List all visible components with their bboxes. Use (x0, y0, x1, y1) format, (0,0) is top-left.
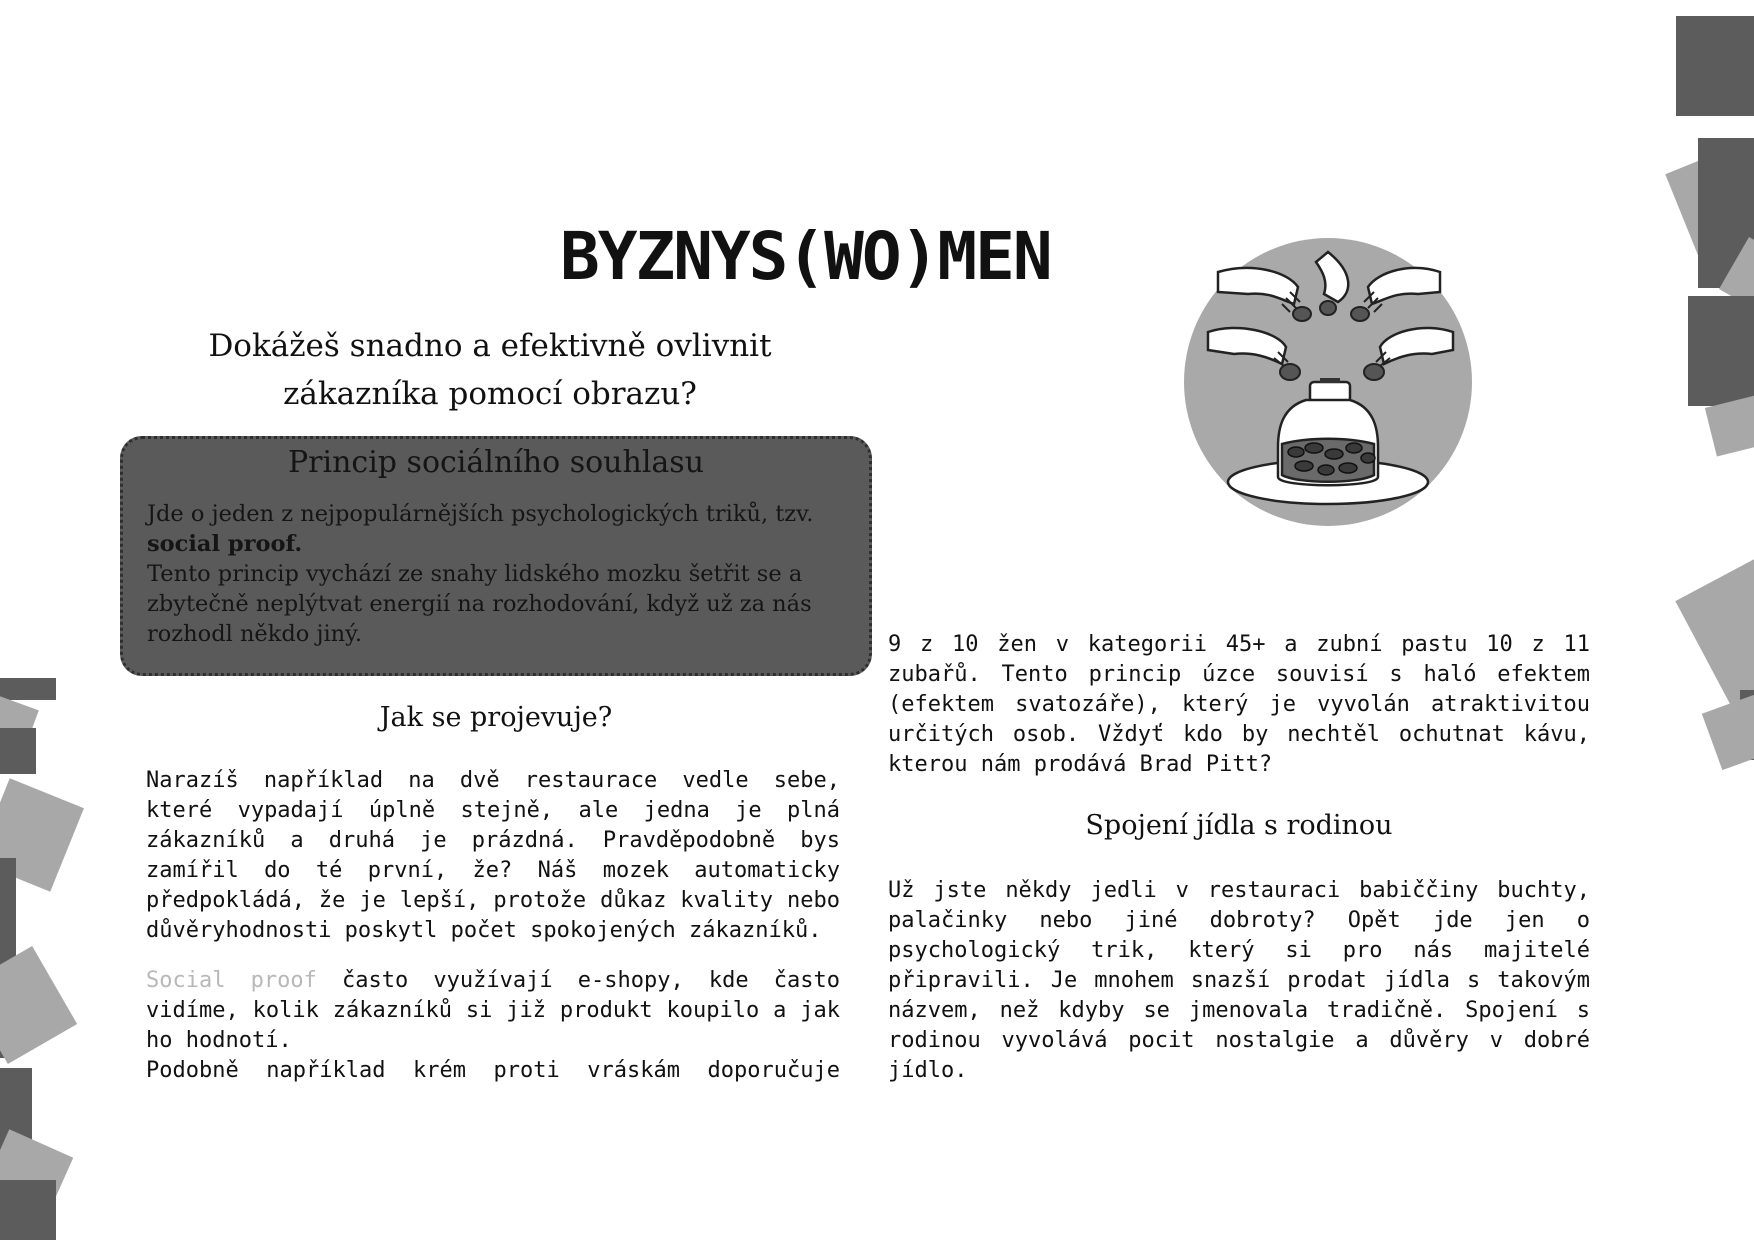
info-box-text-start: Jde o jeden z nejpopulárnějších psychologických triků, tzv. (147, 501, 814, 527)
info-box (120, 436, 872, 676)
paragraph: Už jste někdy jedli v restauraci babiččiny buchty, palačinky nebo jiné dobroty? Opět jde jen o psychologický trik, který si pro nás majitelé připravili. Je mnohem snazší prodat jídla s takovým názvem, než kdyby se jmenovala tradičně. Spojení s rodinou vyvolává pocit nostalgie a důvěry v dobré jídlo. (888, 878, 1590, 1083)
decor-square (0, 678, 56, 700)
subtitle (120, 322, 860, 418)
highlight-term: Social proof (146, 968, 317, 993)
decor-square (0, 1180, 56, 1240)
decor-square (0, 946, 77, 1064)
info-box-text-continued: Tento princip vychází ze snahy lidského mozku šetřit se a zbytečně neplýtvat energií na rozhodování, když už za nás rozhodl někdo jiný. (147, 561, 812, 647)
paragraph (146, 966, 840, 1056)
info-box-bold-term: social proof. (147, 531, 303, 557)
section-heading: Spojení jídla s rodinou (1085, 810, 1393, 841)
paragraph-rest: často využívají e-shopy, kde často vidíme, kolik zákazníků si již produkt koupilo a jak ho hodnotí. (146, 968, 840, 1053)
body-text (146, 766, 840, 946)
body-text (146, 966, 840, 1086)
page-title: BYZNYS(WO)MEN (560, 218, 1051, 295)
paragraph: 9 z 10 žen v kategorii 45+ a zubní pastu 10 z 11 zubařů. Tento princip úzce souvisí s haló efektem (efektem svatozáře), který je vyvolán atraktivitou určitých osob. Vždyť kdo by nechtěl ochutnat kávu, kterou nám prodává Brad Pitt? (888, 632, 1590, 777)
decor-square (0, 728, 36, 774)
body-text (888, 876, 1590, 1086)
paragraph: Podobně například krém proti vráskám doporučuje (146, 1058, 840, 1083)
info-box-heading: Princip sociálního souhlasu (287, 445, 705, 480)
decor-square (1688, 296, 1754, 406)
jar-illustration (1178, 232, 1478, 532)
decor-square (1702, 690, 1754, 770)
info-box-text (147, 499, 849, 559)
decor-square (1676, 16, 1754, 116)
paragraph: Narazíš například na dvě restaurace vedle sebe, které vypadají úplně stejně, ale jedna je plná zákazníků a druhá je prázdná. Pravděpodobně bys zamířil do té první, že? Náš mozek automaticky předpokládá, že je lepší, protože důkaz kvality nebo důvěryhodnosti poskytl počet spokojených zákazníků. (146, 768, 840, 943)
info-box-body (147, 499, 849, 649)
subtitle-line: zákazníka pomocí obrazu? (283, 376, 697, 412)
subtitle-line: Dokážeš snadno a efektivně ovlivnit (208, 328, 772, 364)
body-text (888, 630, 1590, 780)
coin-slot (1320, 378, 1340, 383)
section-heading: Jak se projevuje? (379, 702, 613, 733)
